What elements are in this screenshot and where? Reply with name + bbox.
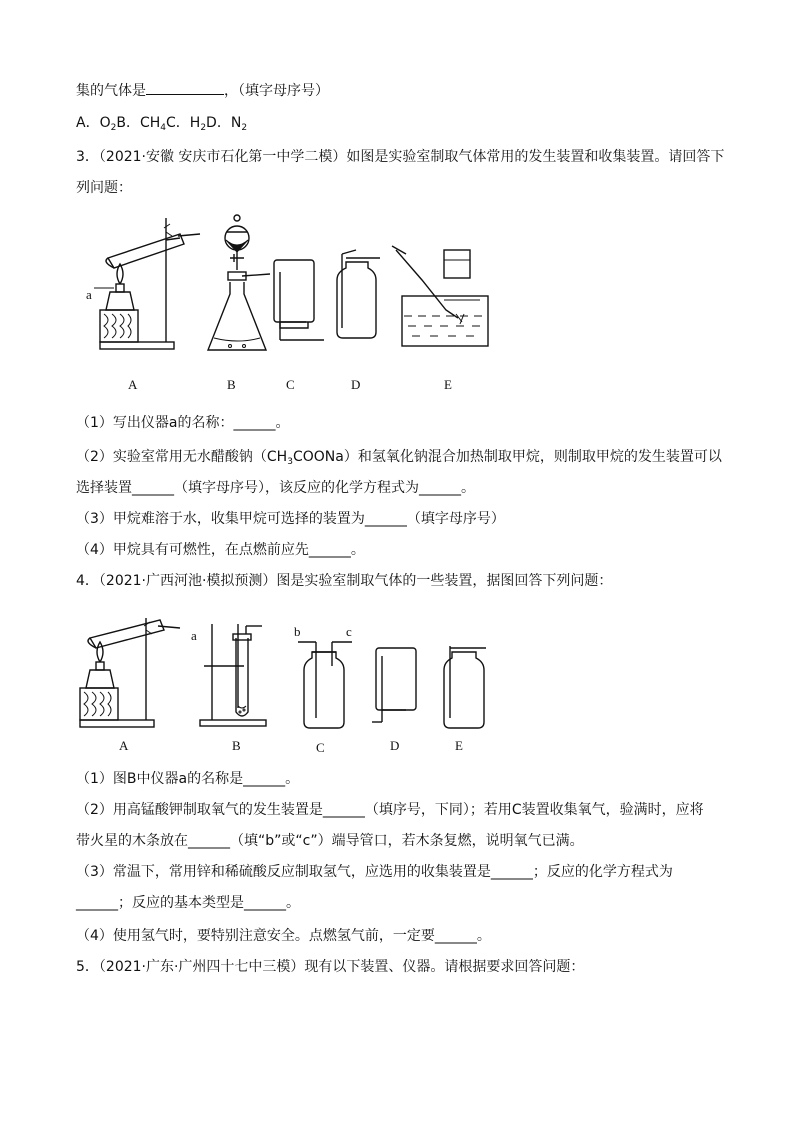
opt-d: D．N bbox=[206, 115, 242, 131]
opt-c-sub: 2 bbox=[200, 123, 207, 133]
q2-line1 bbox=[76, 80, 329, 101]
q4-fig-label-e: E bbox=[455, 738, 463, 753]
q4-apparatus-a bbox=[80, 618, 180, 727]
q3-apparatus-b bbox=[208, 215, 270, 350]
q3-fig-label-e: E bbox=[444, 377, 452, 392]
q4-fig-label-b: B bbox=[232, 738, 241, 753]
q3-apparatus-e bbox=[392, 246, 488, 346]
q3-part2-sub: 3 bbox=[287, 457, 293, 467]
q3-heading-2: 列问题： bbox=[76, 180, 132, 196]
q4-apparatus-figure bbox=[76, 608, 496, 738]
opt-d-sub: 2 bbox=[241, 123, 248, 133]
q4-label-b: b bbox=[294, 624, 301, 639]
q3-apparatus-a bbox=[94, 218, 200, 349]
q3-part2-a: （2）实验室常用无水醋酸钠（CH bbox=[76, 449, 288, 465]
q3-apparatus-figure bbox=[80, 210, 510, 360]
opt-c: C．H bbox=[166, 115, 201, 131]
q3-fig-label-a: A bbox=[128, 377, 138, 392]
q3-part3: （3）甲烷难溶于水，收集甲烷可选择的装置为______（填字母序号） bbox=[76, 511, 505, 527]
q4-heading: 4．（2021·广西河池·模拟预测）图是实验室制取气体的一些装置，据图回答下列问题： bbox=[76, 573, 613, 589]
q3-label-a: a bbox=[86, 287, 92, 302]
q4-part3-cont: ______；反应的基本类型是______。 bbox=[76, 895, 300, 911]
q2-text-a: 集的气体是 bbox=[76, 83, 146, 99]
q4-part4: （4）使用氢气时，要特别注意安全。点燃氢气前，一定要______。 bbox=[76, 928, 491, 944]
q3-apparatus-c bbox=[274, 260, 324, 340]
opt-a-sub: 2 bbox=[110, 123, 117, 133]
answer-blank[interactable] bbox=[146, 80, 224, 95]
opt-b-sub: 4 bbox=[160, 123, 166, 133]
q5-heading: 5．（2021·广东·广州四十七中三模）现有以下装置、仪器。请根据要求回答问题： bbox=[76, 959, 585, 975]
q3-apparatus-d bbox=[337, 250, 380, 338]
q3-fig-label-d: D bbox=[351, 377, 361, 392]
opt-a: A．O bbox=[76, 115, 111, 131]
q4-part2-cont: 带火星的木条放在______（填“b”或“c”）端导管口，若木条复燃，说明氧气已满。 bbox=[76, 833, 584, 849]
q4-apparatus-b bbox=[200, 624, 266, 726]
q4-apparatus-d bbox=[372, 648, 416, 722]
q3-part1: （1）写出仪器a的名称：______。 bbox=[76, 415, 290, 431]
q4-part2: （2）用高锰酸钾制取氧气的发生装置是______（填序号，下同）；若用C装置收集氧气，验满时，应将 bbox=[76, 802, 704, 818]
q4-fig-label-a: A bbox=[119, 738, 129, 753]
q2-options bbox=[76, 113, 247, 133]
q4-apparatus-c bbox=[298, 642, 352, 728]
q2-text-b: ，（填字母序号） bbox=[224, 83, 329, 99]
q3-part4: （4）甲烷具有可燃性，在点燃前应先______。 bbox=[76, 542, 365, 558]
opt-b: B．CH bbox=[116, 115, 161, 131]
q3-part2 bbox=[76, 447, 722, 467]
q3-part2-b: COONa）和氢氧化钠混合加热制取甲烷，则制取甲烷的发生装置可以 bbox=[292, 449, 722, 465]
q4-label-c: c bbox=[346, 624, 352, 639]
q4-fig-label-c: C bbox=[316, 740, 325, 755]
q3-fig-label-c: C bbox=[286, 377, 295, 392]
q4-label-a: a bbox=[191, 628, 197, 643]
q3-heading: 3．（2021·安徽 安庆市石化第一中学二模）如图是实验室制取气体常用的发生装置和收集装置。请回答下 bbox=[76, 149, 725, 165]
q4-fig-label-d: D bbox=[390, 738, 400, 753]
q3-part2-cont: 选择装置______（填字母序号），该反应的化学方程式为______。 bbox=[76, 480, 475, 496]
q4-part3: （3）常温下，常用锌和稀硫酸反应制取氢气，应选用的收集装置是______；反应的化学方程式为 bbox=[76, 864, 673, 880]
q4-part1: （1）图B中仪器a的名称是______。 bbox=[76, 771, 300, 787]
q4-apparatus-e bbox=[444, 646, 486, 728]
q3-fig-label-b: B bbox=[227, 377, 236, 392]
